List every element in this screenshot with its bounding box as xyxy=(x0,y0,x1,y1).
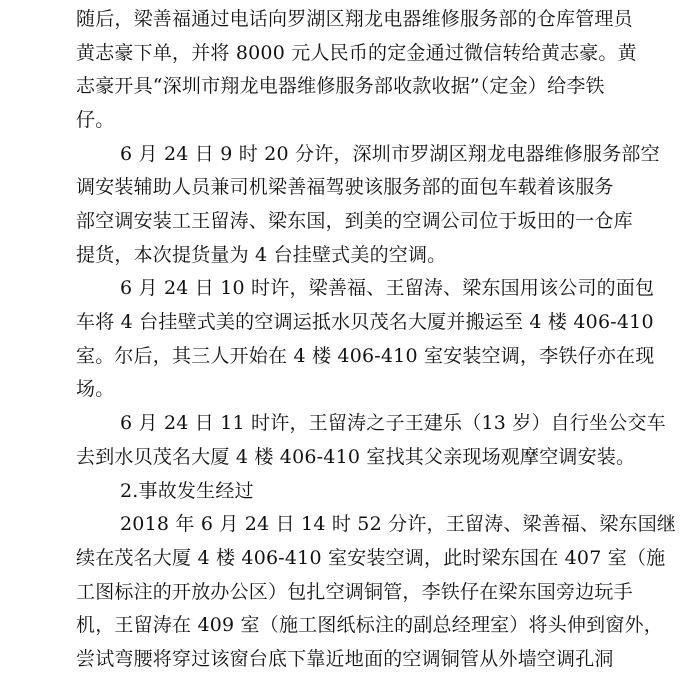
text-line: 续在茂名大厦 4 楼 406-410 室安装空调，此时梁东国在 407 室（施 xyxy=(76,547,666,569)
text-line: 6 月 24 日 11 时许，王留涛之子王建乐（13 岁）自行坐公交车 xyxy=(120,412,666,434)
text-line: 志豪开具“深圳市翔龙电器维修服务部收款收据”（定金）给李铁 xyxy=(76,75,605,97)
text-line: 6 月 24 日 10 时许，梁善福、王留涛、梁东国用该公司的面包 xyxy=(120,277,655,299)
text-line: 部空调安装工王留涛、梁东国，到美的空调公司位于坂田的一仓库 xyxy=(76,210,633,232)
text-line: 车将 4 台挂壁式美的空调运抵水贝茂名大厦并搬运至 4 楼 406-410 xyxy=(76,311,654,333)
text-line: 6 月 24 日 9 时 20 分许，深圳市罗湖区翔龙电器维修服务部空 xyxy=(120,143,660,165)
text-line: 2018 年 6 月 24 日 14 时 52 分许，王留涛、梁善福、梁东国继 xyxy=(120,513,677,535)
section-heading: 2.事故发生经过 xyxy=(120,480,254,502)
text-line: 场。 xyxy=(76,378,115,400)
text-line: 室。尔后，其三人开始在 4 楼 406-410 室安装空调，李铁仔亦在现 xyxy=(76,345,655,367)
text-line: 随后，梁善福通过电话向罗湖区翔龙电器维修服务部的仓库管理员 xyxy=(76,8,633,30)
text-line: 尝试弯腰将穿过该窗台底下靠近地面的空调铜管从外墙空调孔洞 xyxy=(76,648,614,670)
text-line: 去到水贝茂名大厦 4 楼 406-410 室找其父亲现场观摩空调安装。 xyxy=(76,446,636,468)
text-line: 机，王留涛在 409 室（施工图纸标注的副总经理室）将头伸到窗外， xyxy=(76,614,663,636)
text-line: 黄志豪下单，并将 8000 元人民币的定金通过微信转给黄志豪。黄 xyxy=(76,42,637,64)
text-line: 提货，本次提货量为 4 台挂壁式美的空调。 xyxy=(76,244,447,266)
text-line: 调安装辅助人员兼司机梁善福驾驶该服务部的面包车载着该服务 xyxy=(76,176,614,198)
text-line: 工图标注的开放办公区）包扎空调铜管，李铁仔在梁东国旁边玩手 xyxy=(76,581,633,603)
text-line: 仔。 xyxy=(76,109,115,131)
